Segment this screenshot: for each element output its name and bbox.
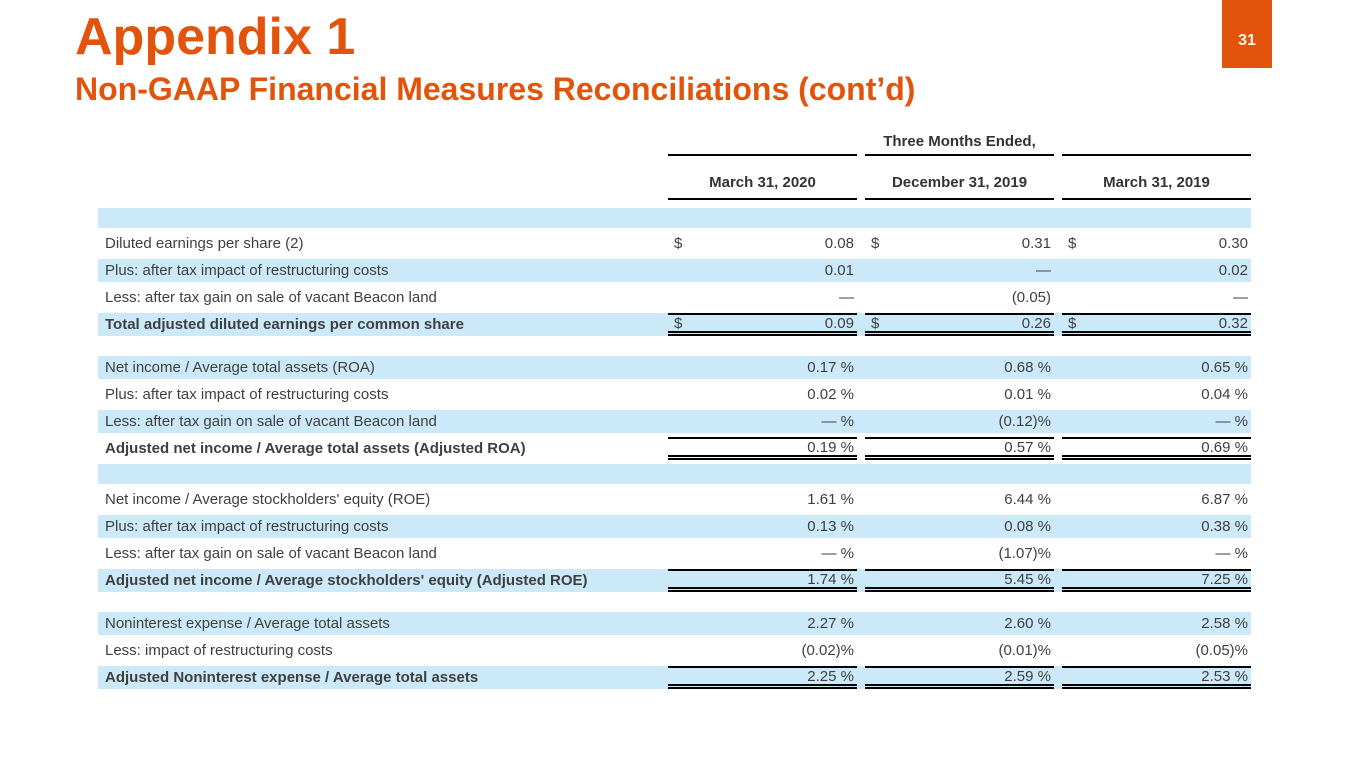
row-label: Noninterest expense / Average total assets: [105, 615, 390, 632]
cell-value: 0.02: [1218, 262, 1248, 279]
cell-value: 2.59 %: [1004, 667, 1051, 685]
dollar-sign: $: [871, 314, 880, 332]
value-cell: [1062, 569, 1251, 592]
value-cell: [1062, 515, 1251, 538]
row-label: Adjusted net income / Average total assets (Adjusted ROA): [105, 440, 526, 457]
value-cell: [865, 356, 1054, 379]
column-header-row: [98, 156, 1251, 200]
table-group-header: Three Months Ended,: [883, 133, 1036, 150]
value-cell: [668, 488, 857, 511]
value-cell: [865, 410, 1054, 433]
page-subtitle: Non-GAAP Financial Measures Reconciliations (cont’d): [75, 71, 916, 107]
value-cell: [668, 383, 857, 406]
value-cell: [865, 639, 1054, 662]
row-label: Less: after tax gain on sale of vacant Beacon land: [105, 289, 437, 306]
dollar-sign: $: [871, 235, 880, 252]
value-cell: [865, 612, 1054, 635]
value-cell: [865, 569, 1054, 592]
cell-value: 5.45 %: [1004, 570, 1051, 588]
value-cell: [1062, 488, 1251, 511]
value-cell: [668, 437, 857, 460]
cell-value: (0.05)%: [1195, 642, 1248, 659]
table-row: [98, 612, 1251, 635]
value-cell: [1062, 313, 1251, 336]
row-label: Adjusted Noninterest expense / Average total assets: [105, 669, 479, 686]
value-cell: [865, 313, 1054, 336]
cell-value: 0.13 %: [807, 518, 854, 535]
cell-value: 2.53 %: [1201, 667, 1248, 685]
value-cell: [1062, 356, 1251, 379]
page-number: 31: [1238, 32, 1256, 49]
value-cell: [1062, 410, 1251, 433]
spacer-row: [98, 340, 1251, 352]
financial-table: [98, 130, 1251, 693]
cell-value: 0.08: [824, 235, 854, 252]
value-cell: [1062, 639, 1251, 662]
row-label: Plus: after tax impact of restructuring costs: [105, 262, 389, 279]
value-cell: [1062, 612, 1251, 635]
value-cell: [1062, 437, 1251, 460]
value-cell: [865, 286, 1054, 309]
value-cell: [668, 410, 857, 433]
value-cell: [668, 569, 857, 592]
page-title: Appendix 1: [75, 8, 356, 66]
spacer-row: [98, 208, 1251, 228]
value-cell: [668, 356, 857, 379]
table-row: [98, 383, 1251, 406]
cell-value: 2.25 %: [807, 667, 854, 685]
value-cell: [668, 639, 857, 662]
row-label: Net income / Average stockholders' equity (ROE): [105, 491, 431, 508]
cell-value: 1.61 %: [807, 491, 854, 508]
spacer-row: [98, 464, 1251, 484]
value-cell: [668, 515, 857, 538]
table-row: [98, 313, 1251, 336]
table-row: [98, 569, 1251, 592]
value-cell: [865, 542, 1054, 565]
cell-value: 0.65 %: [1201, 359, 1248, 376]
value-cell: [1062, 286, 1251, 309]
table-row: [98, 286, 1251, 309]
dollar-sign: $: [1068, 314, 1077, 332]
value-cell: [1062, 383, 1251, 406]
cell-value: — %: [1215, 545, 1248, 562]
cell-value: 0.26: [1021, 314, 1051, 332]
row-label: Less: impact of restructuring costs: [105, 642, 333, 659]
row-label: Plus: after tax impact of restructuring costs: [105, 386, 389, 403]
column-header: December 31, 2019: [865, 156, 1054, 200]
cell-value: 1.74 %: [807, 570, 854, 588]
cell-value: (1.07)%: [998, 545, 1051, 562]
cell-value: —: [1233, 289, 1248, 306]
value-cell: [865, 259, 1054, 282]
value-cell: [1062, 666, 1251, 689]
cell-value: 6.87 %: [1201, 491, 1248, 508]
value-cell: [1062, 259, 1251, 282]
table-row: [98, 666, 1251, 689]
row-label: Total adjusted diluted earnings per common share: [105, 316, 464, 333]
cell-value: — %: [1215, 413, 1248, 430]
page-number-box: [1222, 0, 1272, 68]
cell-value: 7.25 %: [1201, 570, 1248, 588]
dollar-sign: $: [674, 235, 683, 252]
row-label: Less: after tax gain on sale of vacant Beacon land: [105, 413, 437, 430]
cell-value: 2.27 %: [807, 615, 854, 632]
cell-value: 6.44 %: [1004, 491, 1051, 508]
table-row: [98, 437, 1251, 460]
value-cell: [865, 515, 1054, 538]
cell-value: (0.01)%: [998, 642, 1051, 659]
cell-value: (0.02)%: [801, 642, 854, 659]
cell-value: 0.31: [1021, 235, 1051, 252]
cell-value: 0.38 %: [1201, 518, 1248, 535]
value-cell: [865, 383, 1054, 406]
value-cell: [1062, 232, 1251, 255]
value-cell: [668, 259, 857, 282]
table-row: [98, 488, 1251, 511]
dollar-sign: $: [674, 314, 683, 332]
value-cell: [1062, 542, 1251, 565]
row-label: Plus: after tax impact of restructuring costs: [105, 518, 389, 535]
value-cell: [865, 437, 1054, 460]
cell-value: 0.57 %: [1004, 438, 1051, 456]
value-cell: [668, 313, 857, 336]
value-cell: [668, 232, 857, 255]
table-rows: [98, 208, 1251, 689]
table-row: [98, 639, 1251, 662]
cell-value: 2.58 %: [1201, 615, 1248, 632]
table-row: [98, 410, 1251, 433]
cell-value: 0.68 %: [1004, 359, 1051, 376]
cell-value: 0.01: [824, 262, 854, 279]
value-cell: [865, 488, 1054, 511]
cell-value: —: [1036, 262, 1051, 279]
value-cell: [865, 666, 1054, 689]
cell-value: 0.17 %: [807, 359, 854, 376]
row-label: Adjusted net income / Average stockholders' equity (Adjusted ROE): [105, 572, 588, 589]
cell-value: 0.01 %: [1004, 386, 1051, 403]
cell-value: (0.12)%: [998, 413, 1051, 430]
row-label: Net income / Average total assets (ROA): [105, 359, 375, 376]
row-label: Less: after tax gain on sale of vacant Beacon land: [105, 545, 437, 562]
value-cell: [668, 286, 857, 309]
cell-value: 0.19 %: [807, 438, 854, 456]
cell-value: 2.60 %: [1004, 615, 1051, 632]
table-row: [98, 356, 1251, 379]
cell-value: 0.02 %: [807, 386, 854, 403]
table-row: [98, 515, 1251, 538]
cell-value: 0.08 %: [1004, 518, 1051, 535]
value-cell: [668, 666, 857, 689]
value-cell: [668, 612, 857, 635]
cell-value: — %: [821, 545, 854, 562]
table-row: [98, 232, 1251, 255]
cell-value: 0.09: [824, 314, 854, 332]
cell-value: 0.32: [1218, 314, 1248, 332]
spacer-row: [98, 596, 1251, 608]
cell-value: —: [839, 289, 854, 306]
value-cell: [865, 232, 1054, 255]
table-row: [98, 542, 1251, 565]
value-cell: [668, 542, 857, 565]
cell-value: 0.30: [1218, 235, 1248, 252]
column-header: March 31, 2019: [1062, 156, 1251, 200]
cell-value: (0.05): [1011, 289, 1051, 306]
dollar-sign: $: [1068, 235, 1077, 252]
table-row: [98, 259, 1251, 282]
cell-value: — %: [821, 413, 854, 430]
row-label: Diluted earnings per share (2): [105, 235, 304, 252]
cell-value: 0.69 %: [1201, 438, 1248, 456]
cell-value: 0.04 %: [1201, 386, 1248, 403]
column-header: March 31, 2020: [668, 156, 857, 200]
